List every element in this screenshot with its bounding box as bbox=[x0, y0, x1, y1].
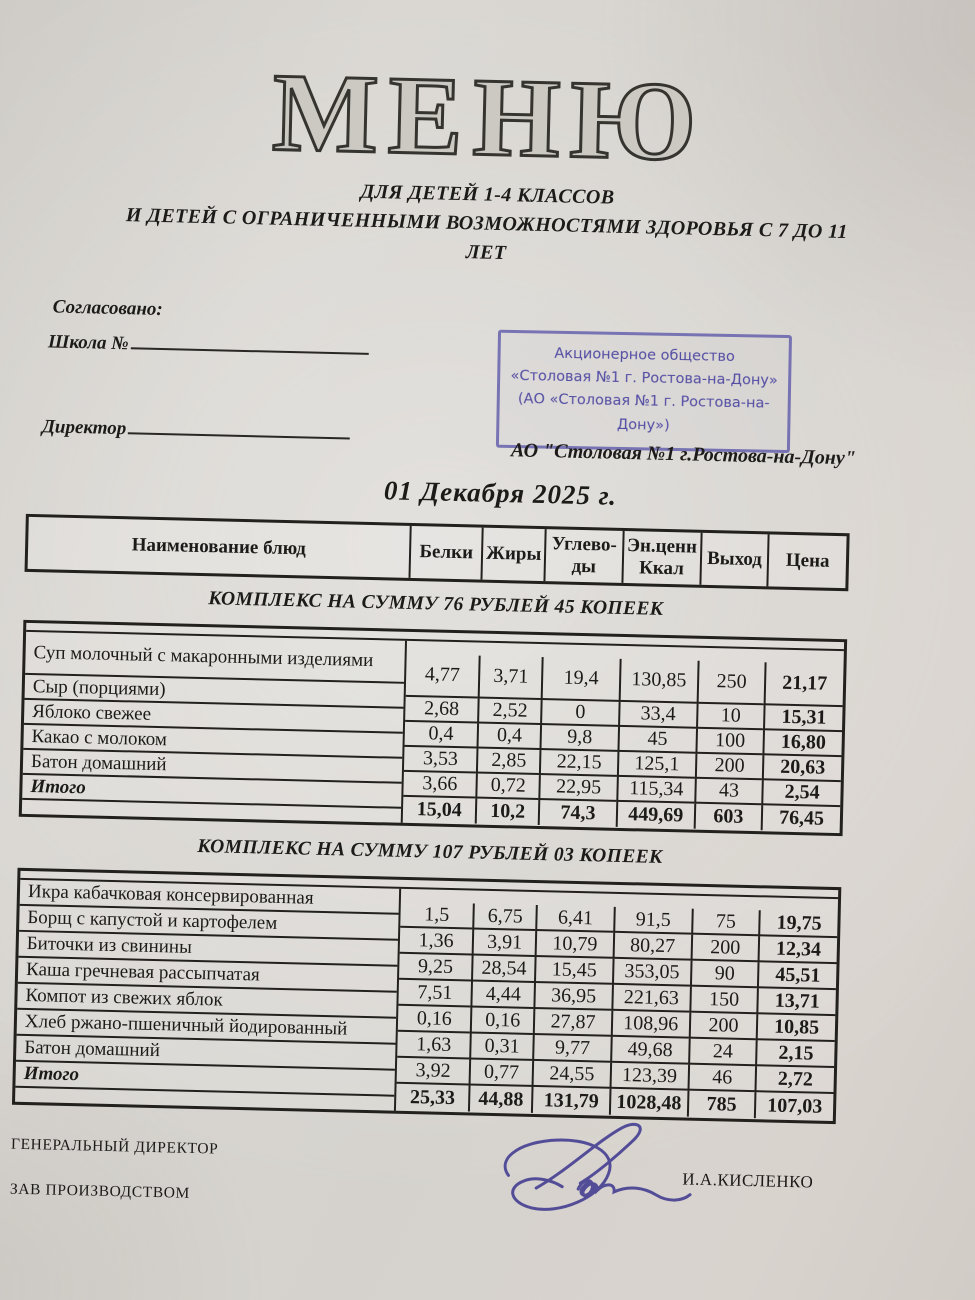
value-cell: 9,77 bbox=[532, 1035, 610, 1063]
dish-name: Борщ с капустой и картофелем bbox=[19, 906, 399, 941]
menu-section bbox=[19, 584, 848, 836]
page-title: МЕНЮ bbox=[271, 50, 708, 185]
stamp-line-2: «Столовая №1 г. Ростова-на-Дону» bbox=[510, 368, 778, 390]
menu-sections bbox=[12, 584, 848, 1139]
value-cell: 785 bbox=[686, 1091, 754, 1119]
column-header-weight: Выход bbox=[699, 533, 768, 587]
production-manager-label: ЗАВ ПРОИЗВОДСТВОМ bbox=[9, 1180, 191, 1202]
value-cell: 22,95 bbox=[538, 775, 616, 802]
value-cell: 10,79 bbox=[535, 931, 613, 959]
value-cell: 16,80 bbox=[763, 730, 842, 757]
column-header-fats: Жиры bbox=[481, 528, 545, 581]
value-cell: 150 bbox=[689, 987, 757, 1015]
value-cell: 36,95 bbox=[534, 983, 612, 1011]
agreed-label: Согласовано: bbox=[52, 296, 164, 321]
document-sheet bbox=[7, 0, 861, 1300]
value-cell: 2,68 bbox=[405, 697, 478, 724]
value-cell: 25,33 bbox=[409, 1085, 456, 1109]
total-row-label: Итого bbox=[15, 1062, 395, 1097]
value-cell: 1,5 bbox=[400, 902, 473, 930]
value-cell: 3,66 bbox=[404, 772, 477, 799]
value-cell: 7,51 bbox=[399, 980, 472, 1008]
value-cell: 0,31 bbox=[469, 1033, 532, 1060]
value-cell: 9,8 bbox=[540, 725, 618, 752]
value-cell: 33,4 bbox=[618, 702, 696, 729]
value-cell: 449,69 bbox=[616, 802, 694, 829]
stamp-line-1: Акционерное общество bbox=[554, 345, 736, 366]
value-cell: 4,77 bbox=[406, 654, 479, 699]
value-cell: 3,91 bbox=[472, 929, 535, 956]
dish-name-column bbox=[15, 880, 401, 1111]
value-cell: 46 bbox=[687, 1065, 755, 1093]
values-grid bbox=[396, 902, 838, 1120]
value-cell: 0,16 bbox=[470, 1007, 533, 1034]
total-row-label: Итого bbox=[22, 775, 402, 809]
company-name: АО "Столовая №1 г.Ростова-на-Дону" bbox=[510, 439, 857, 470]
dish-name: Компот из свежих яблок bbox=[17, 984, 397, 1019]
subtitle-line-3: ЛЕТ bbox=[465, 241, 507, 265]
value-cell: 125,1 bbox=[617, 752, 695, 779]
value-cell: 4,44 bbox=[471, 981, 534, 1008]
value-cell: 19,75 bbox=[758, 910, 837, 938]
company-stamp bbox=[496, 330, 792, 453]
value-cell: 2,85 bbox=[476, 749, 539, 775]
value-cell: 0,4 bbox=[477, 724, 540, 750]
value-cell: 603 bbox=[693, 804, 761, 831]
value-cell: 2,54 bbox=[762, 780, 841, 807]
value-cell: 6,75 bbox=[472, 904, 535, 931]
value-cell: 0,72 bbox=[476, 774, 539, 800]
value-cell: 20,63 bbox=[762, 755, 841, 782]
value-cell: 131,79 bbox=[531, 1087, 609, 1115]
value-cell: 115,34 bbox=[616, 777, 694, 804]
value-cell: 1,36 bbox=[400, 928, 473, 956]
value-cell: 15,31 bbox=[763, 705, 842, 732]
value-cell: 90 bbox=[690, 961, 758, 989]
value-cell: 200 bbox=[690, 935, 758, 963]
value-cell: 10 bbox=[696, 704, 764, 731]
dish-name: Батон домашний bbox=[16, 1036, 396, 1071]
table-body bbox=[22, 632, 844, 833]
dish-name: Суп молочный с макаронными изделиями bbox=[25, 632, 405, 684]
value-cell: 123,39 bbox=[609, 1063, 687, 1091]
dish-name: Какао с молоком bbox=[23, 725, 403, 759]
director-blank-line bbox=[128, 419, 350, 439]
value-cell: 1028,48 bbox=[609, 1089, 687, 1117]
value-cell: 3,92 bbox=[397, 1058, 470, 1086]
section-table bbox=[12, 868, 841, 1124]
value-cell: 3,53 bbox=[404, 747, 477, 774]
value-cell: 1,63 bbox=[397, 1032, 470, 1060]
value-cell: 49,68 bbox=[610, 1037, 688, 1065]
column-header-energy: Эн.ценн Ккал bbox=[621, 531, 700, 585]
value-cell: 12,34 bbox=[758, 936, 837, 964]
section-table bbox=[19, 620, 847, 836]
value-cell: 3,71 bbox=[478, 656, 542, 700]
value-cell: 0,77 bbox=[469, 1059, 532, 1086]
column-header-carbs: Углево- ды bbox=[544, 529, 623, 583]
section-title: КОМПЛЕКС НА СУММУ 107 РУБЛЕЙ 03 КОПЕЕК bbox=[197, 835, 663, 868]
director-label: Директор bbox=[41, 416, 127, 440]
school-label: Школа № bbox=[47, 331, 129, 355]
section-title: КОМПЛЕКС НА СУММУ 76 РУБЛЕЙ 45 КОПЕЕК bbox=[208, 588, 664, 620]
value-cell: 44,88 bbox=[468, 1085, 531, 1112]
value-cell: 45 bbox=[617, 727, 695, 754]
value-cell: 353,05 bbox=[612, 959, 690, 987]
value-cell: 10,2 bbox=[475, 799, 538, 825]
dish-name: Сыр (порциями) bbox=[25, 675, 405, 709]
subtitle bbox=[74, 171, 900, 277]
value-cell: 22,15 bbox=[539, 750, 617, 777]
value-cell: 75 bbox=[691, 909, 759, 937]
document-header bbox=[74, 51, 903, 278]
value-cell: 200 bbox=[694, 754, 762, 781]
signee-name: И.А.КИСЛЕНКО bbox=[682, 1169, 814, 1192]
value-cell: 80,27 bbox=[612, 933, 690, 961]
general-director-label: ГЕНЕРАЛЬНЫЙ ДИРЕКТОР bbox=[10, 1135, 219, 1158]
menu-date: 01 Декабря 2025 г. bbox=[383, 475, 618, 511]
signature-ink bbox=[477, 1113, 715, 1244]
value-cell: 27,87 bbox=[533, 1009, 611, 1037]
value-cell: 45,51 bbox=[757, 962, 836, 990]
dish-name-column bbox=[22, 632, 407, 823]
value-cell: 10,85 bbox=[756, 1014, 835, 1042]
value-cell: 13,71 bbox=[757, 988, 836, 1016]
value-cell: 76,45 bbox=[761, 805, 840, 832]
dish-name: Каша гречневая рассыпчатая bbox=[18, 958, 398, 993]
dish-name: Батон домашний bbox=[23, 750, 403, 784]
menu-table-header bbox=[25, 514, 850, 591]
dish-name: Хлеб ржано-пшеничный йодированный bbox=[17, 1010, 397, 1045]
value-cell: 9,25 bbox=[399, 954, 472, 982]
value-cell: 91,5 bbox=[613, 907, 691, 935]
table-body bbox=[15, 880, 838, 1121]
value-cell: 0,4 bbox=[405, 722, 478, 749]
value-cell: 107,03 bbox=[754, 1092, 833, 1120]
value-cell: 28,54 bbox=[471, 955, 534, 982]
column-header-price: Цена bbox=[767, 534, 847, 588]
value-cell: 74,3 bbox=[538, 800, 616, 827]
school-number-line bbox=[48, 331, 369, 361]
dish-name: Икра кабачковая консервированная bbox=[20, 880, 400, 915]
value-cell: 200 bbox=[688, 1013, 756, 1041]
subtitle-line-1: ДЛЯ ДЕТЕЙ 1-4 КЛАССОВ bbox=[360, 180, 615, 209]
column-header-dish-name: Наименование блюд bbox=[131, 534, 307, 560]
value-cell: 6,41 bbox=[535, 905, 613, 933]
values-grid bbox=[403, 654, 844, 832]
value-cell: 21,17 bbox=[764, 662, 844, 707]
value-cell: 19,4 bbox=[541, 657, 620, 702]
value-cell: 15,04 bbox=[416, 798, 463, 822]
value-cell: 24,55 bbox=[532, 1061, 610, 1089]
school-blank-line bbox=[131, 334, 369, 355]
value-cell: 221,63 bbox=[611, 985, 689, 1013]
value-cell: 15,45 bbox=[534, 957, 612, 985]
value-cell: 2,72 bbox=[755, 1066, 834, 1094]
value-cell: 0,16 bbox=[398, 1006, 471, 1034]
subtitle-line-2: И ДЕТЕЙ С ОГРАНИЧЕННЫМИ ВОЗМОЖНОСТЯМИ ЗДОРОВЬЯ С 7 ДО 11 bbox=[125, 204, 849, 244]
value-cell: 0 bbox=[540, 700, 618, 727]
column-header-proteins: Белки bbox=[409, 526, 482, 580]
value-cell: 2,52 bbox=[477, 699, 540, 725]
value-cell: 43 bbox=[694, 779, 762, 806]
value-cell: 130,85 bbox=[619, 659, 698, 704]
value-cell: 250 bbox=[696, 661, 765, 706]
dish-name: Биточки из свинины bbox=[18, 932, 398, 967]
dish-name: Яблоко свежее bbox=[24, 700, 404, 734]
value-cell: 100 bbox=[695, 729, 763, 756]
value-cell: 2,15 bbox=[755, 1040, 834, 1068]
stamp-line-3: (АО «Столовая №1 г. Ростова-на-Дону») bbox=[517, 391, 770, 434]
menu-section bbox=[12, 832, 842, 1124]
director-line bbox=[42, 416, 351, 445]
value-cell: 24 bbox=[688, 1039, 756, 1067]
value-cell: 108,96 bbox=[611, 1011, 689, 1039]
